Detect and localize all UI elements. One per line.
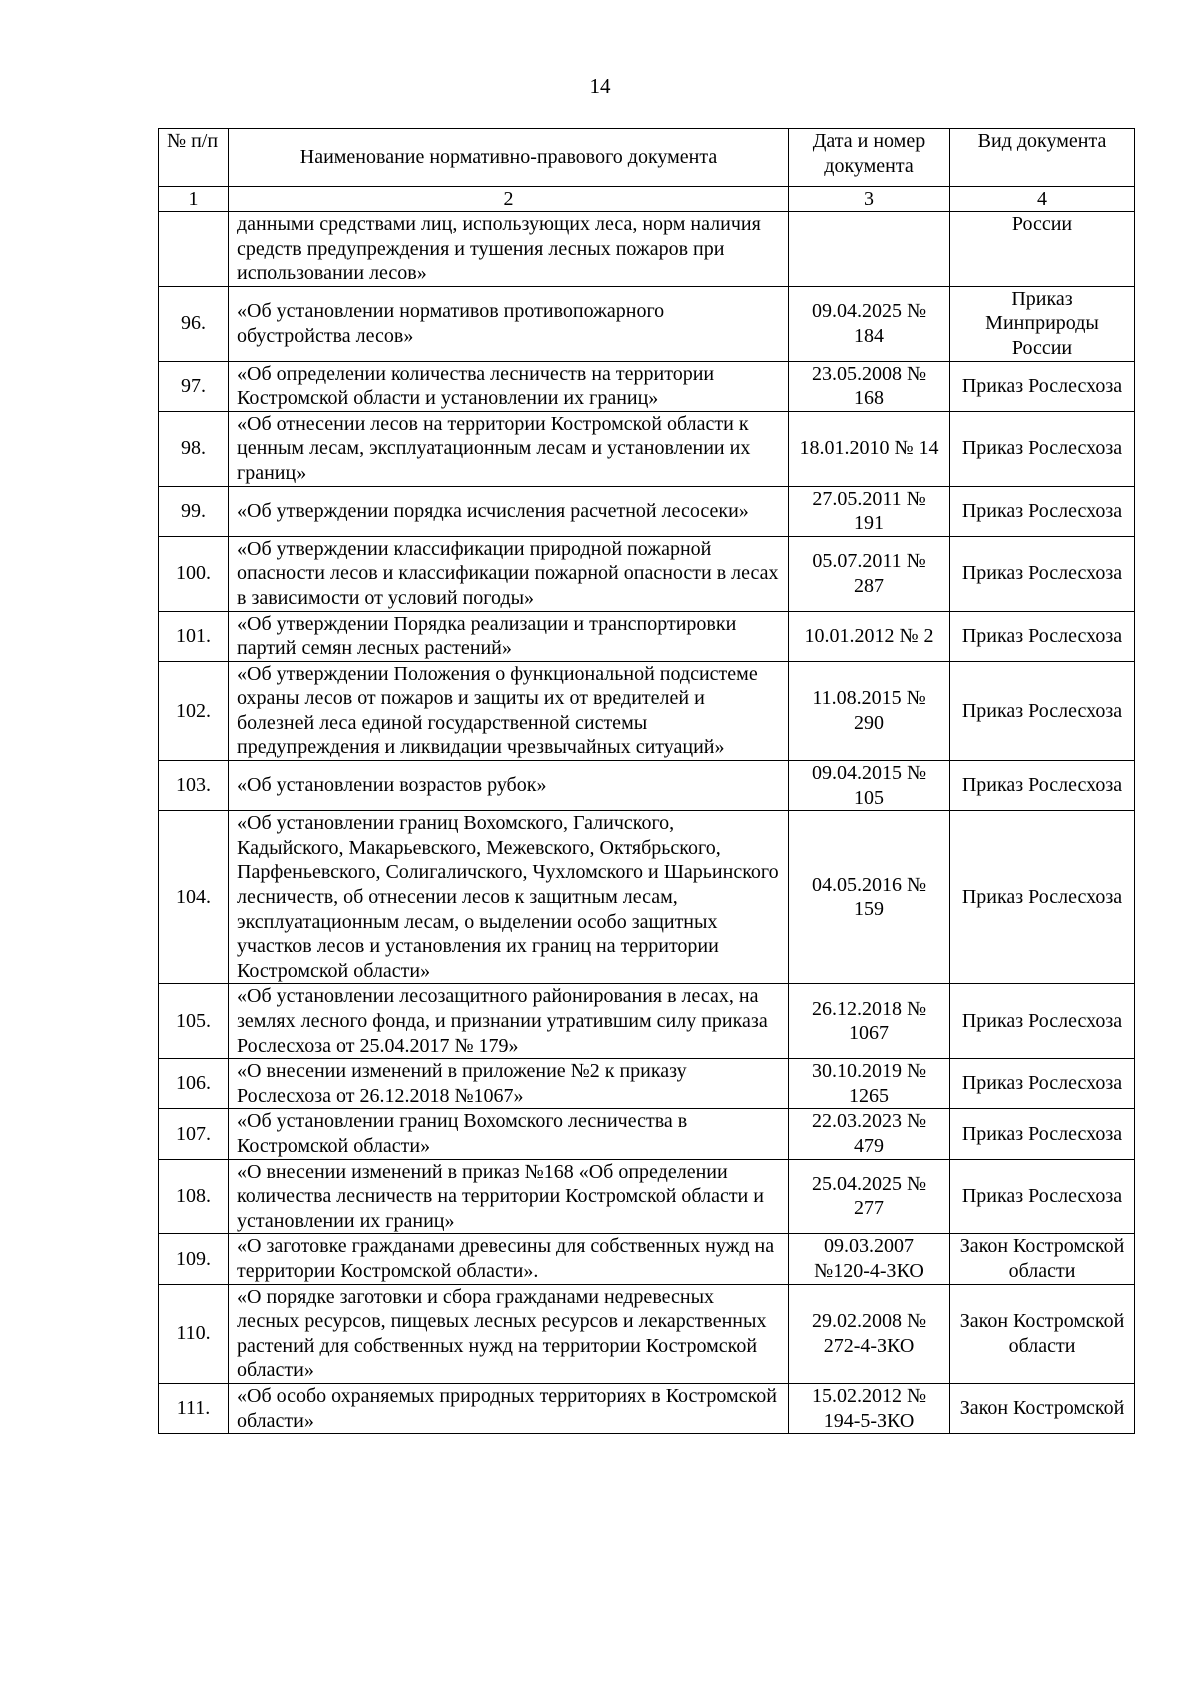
document-name: «Об установлении нормативов противопожарного обустройства лесов» — [229, 286, 789, 361]
document-name: данными средствами лиц, использующих леса, норм наличия средств предупреждения и тушения лесных пожаров при использовании лесов» — [229, 212, 789, 287]
table-row — [159, 1159, 1135, 1234]
table-row — [159, 411, 1135, 486]
row-number: 102. — [159, 661, 229, 760]
row-number: 106. — [159, 1059, 229, 1109]
table-row — [159, 361, 1135, 411]
row-number: 98. — [159, 411, 229, 486]
document-date-number: 05.07.2011 № 287 — [789, 536, 950, 611]
document-date-number: 22.03.2023 № 479 — [789, 1109, 950, 1159]
document-date-number: 10.01.2012 № 2 — [789, 611, 950, 661]
row-number: 97. — [159, 361, 229, 411]
table-row — [159, 1109, 1135, 1159]
document-date-number: 11.08.2015 № 290 — [789, 661, 950, 760]
table-body — [159, 212, 1135, 1434]
document-type: Приказ Рослесхоза — [950, 1109, 1135, 1159]
table-row — [159, 984, 1135, 1059]
table-row — [159, 486, 1135, 536]
header-document-name: Наименование нормативно-правового документа — [229, 129, 789, 187]
table-row — [159, 1284, 1135, 1383]
document-name: «О внесении изменений в приложение №2 к приказу Рослесхоза от 26.12.2018 №1067» — [229, 1059, 789, 1109]
document-date-number — [789, 212, 950, 287]
row-number: 100. — [159, 536, 229, 611]
document-name: «Об установлении возрастов рубок» — [229, 761, 789, 811]
column-index: 4 — [950, 187, 1135, 212]
document-name: «Об утверждении Порядка реализации и транспортировки партий семян лесных растений» — [229, 611, 789, 661]
document-type: Приказ Рослесхоза — [950, 486, 1135, 536]
table-row — [159, 661, 1135, 760]
row-number: 105. — [159, 984, 229, 1059]
document-name: «О внесении изменений в приказ №168 «Об определении количества лесничеств на территории Костромской области и установлении их границ» — [229, 1159, 789, 1234]
row-number: 108. — [159, 1159, 229, 1234]
document-type: Приказ Рослесхоза — [950, 361, 1135, 411]
document-type: Приказ Минприроды России — [950, 286, 1135, 361]
documents-table — [158, 128, 1135, 1434]
document-name: «Об утверждении порядка исчисления расчетной лесосеки» — [229, 486, 789, 536]
document-name: «Об отнесении лесов на территории Костромской области к ценным лесам, эксплуатационным лесам и установлении их границ» — [229, 411, 789, 486]
document-date-number: 04.05.2016 № 159 — [789, 811, 950, 984]
document-date-number: 15.02.2012 № 194-5-ЗКО — [789, 1383, 950, 1433]
row-number: 110. — [159, 1284, 229, 1383]
document-date-number: 09.03.2007 №120-4-ЗКО — [789, 1234, 950, 1284]
document-type: Приказ Рослесхоза — [950, 811, 1135, 984]
document-name: «Об определении количества лесничеств на территории Костромской области и установлении их границ» — [229, 361, 789, 411]
table-row — [159, 286, 1135, 361]
row-number: 96. — [159, 286, 229, 361]
table-row — [159, 1059, 1135, 1109]
document-date-number: 23.05.2008 № 168 — [789, 361, 950, 411]
document-name: «Об особо охраняемых природных территориях в Костромской области» — [229, 1383, 789, 1433]
document-date-number: 29.02.2008 № 272-4-ЗКО — [789, 1284, 950, 1383]
document-date-number: 18.01.2010 № 14 — [789, 411, 950, 486]
document-name: «О заготовке гражданами древесины для собственных нужд на территории Костромской области». — [229, 1234, 789, 1284]
document-type: Приказ Рослесхоза — [950, 536, 1135, 611]
table-row — [159, 1383, 1135, 1433]
header-document-type: Вид документа — [950, 129, 1135, 187]
document-name: «Об установлении границ Вохомского лесничества в Костромской области» — [229, 1109, 789, 1159]
row-number: 111. — [159, 1383, 229, 1433]
document-name: «Об утверждении Положения о функциональной подсистеме охраны лесов от пожаров и защиты их от вредителей и болезней леса единой государственной системы предупреждения и ликвидации чрезвычайных ситуаций» — [229, 661, 789, 760]
document-type: Закон Костромской области — [950, 1234, 1135, 1284]
table-row — [159, 212, 1135, 287]
document-type: Приказ Рослесхоза — [950, 661, 1135, 760]
row-number: 103. — [159, 761, 229, 811]
table-header-row — [159, 129, 1135, 187]
document-type: Приказ Рослесхоза — [950, 1159, 1135, 1234]
document-date-number: 25.04.2025 № 277 — [789, 1159, 950, 1234]
document-date-number: 30.10.2019 № 1265 — [789, 1059, 950, 1109]
document-name: «Об утверждении классификации природной пожарной опасности лесов и классификации пожарной опасности в лесах в зависимости от условий погоды» — [229, 536, 789, 611]
column-index: 2 — [229, 187, 789, 212]
document-name: «Об установлении лесозащитного районирования в лесах, на землях лесного фонда, и признании утратившим силу приказа Рослесхоза от 25.04.2017 № 179» — [229, 984, 789, 1059]
document-type: Закон Костромской — [950, 1383, 1135, 1433]
document-type: Приказ Рослесхоза — [950, 411, 1135, 486]
table-row — [159, 536, 1135, 611]
row-number: 107. — [159, 1109, 229, 1159]
document-type: Приказ Рослесхоза — [950, 761, 1135, 811]
document-date-number: 26.12.2018 № 1067 — [789, 984, 950, 1059]
table-row — [159, 811, 1135, 984]
row-number: 104. — [159, 811, 229, 984]
page-number: 14 — [589, 74, 611, 98]
row-number: 109. — [159, 1234, 229, 1284]
document-date-number: 09.04.2015 № 105 — [789, 761, 950, 811]
document-type: России — [950, 212, 1135, 287]
document-type: Закон Костромской области — [950, 1284, 1135, 1383]
row-number — [159, 212, 229, 287]
document-date-number: 27.05.2011 № 191 — [789, 486, 950, 536]
column-index: 3 — [789, 187, 950, 212]
document-type: Приказ Рослесхоза — [950, 984, 1135, 1059]
document-date-number: 09.04.2025 № 184 — [789, 286, 950, 361]
column-index-row — [159, 187, 1135, 212]
document-type: Приказ Рослесхоза — [950, 1059, 1135, 1109]
header-number: № п/п — [159, 129, 229, 187]
document-name: «Об установлении границ Вохомского, Галичского, Кадыйского, Макарьевского, Межевского, Октябрьского, Парфеньевского, Солигаличского, Чухломского и Шарьинского лесничеств, об отнесении лесов к защитным лесам, эксплуатационным лесам, о выделении особо защитных участков лесов и установления их границ на территории Костромской области» — [229, 811, 789, 984]
document-type: Приказ Рослесхоза — [950, 611, 1135, 661]
row-number: 101. — [159, 611, 229, 661]
header-date-number: Дата и номер документа — [789, 129, 950, 187]
column-index: 1 — [159, 187, 229, 212]
row-number: 99. — [159, 486, 229, 536]
table-row — [159, 611, 1135, 661]
table-row — [159, 1234, 1135, 1284]
table-row — [159, 761, 1135, 811]
document-name: «О порядке заготовки и сбора гражданами недревесных лесных ресурсов, пищевых лесных ресурсов и лекарственных растений для собственных нужд на территории Костромской области» — [229, 1284, 789, 1383]
